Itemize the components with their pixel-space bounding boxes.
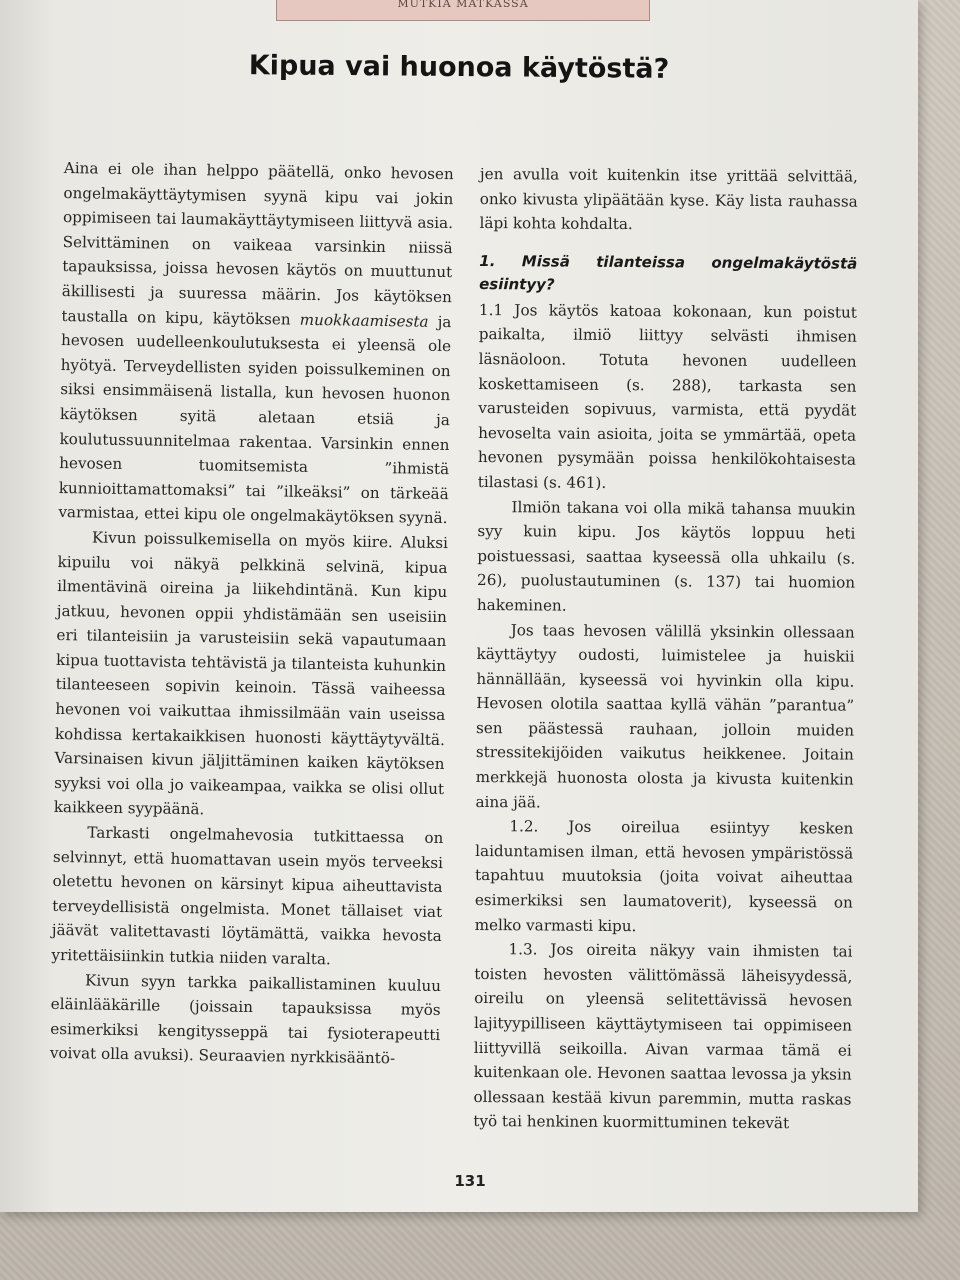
section-heading: 1. Missä tilanteissa ongelmakäytöstä esiintyy? — [479, 251, 858, 294]
left-paragraph-1 — [58, 156, 454, 531]
left-paragraph-3: Tarkasti ongelmahevosia tutkittaessa on selvinnyt, että huomattavan usein myös terveeksi oletettu hevonen on kärsinyt kipua aiheuttavista terveydellisistä ongelmista. Monet tällaiset viat jäävät valitettavasti löytämättä, vaikka hevosta yritettäisiinkin tutkia niiden varalta. — [51, 823, 444, 969]
right-paragraph-0: jen avulla voit kuitenkin itse yrittää selvittää, onko kivusta ylipäätään kyse. Käy lista rauhassa läpi kohta kohdalta. — [479, 164, 858, 234]
text-run: Aina ei ole ihan helppo päätellä, onko hevosen ongelmakäyttäytymisen syynä kipu vai jokin oppimiseen tai laumakäyttäytymiseen liittyvä asia. Selvittäminen on vaikeaa varsinkin niissä tapauksissa, joissa hevosen käytös on muuttunut äkillisesti ja suuressa määrin. Jos käytöksen taustalla on kipu, käytöksen — [61, 158, 454, 329]
left-column — [50, 156, 454, 1072]
right-paragraph-5: 1.3. Jos oireita näkyy vain ihmisten tai toisten hevosten välittömässä läheisyydessä, oireilu on yleensä selitettävissä hevosen lajityypilliseen käyttäytymiseen tai oppimiseen liittyvillä seikoilla. Aivan varmaa tämä ei kuitenkaan ole. Hevonen saattaa levossa ja yksin ollessaan kestää kivun paremmin, mutta raskas työ tai henkinen kuormittuminen tekevät — [473, 940, 853, 1133]
left-paragraph-2: Kivun poissulkemisella on myös kiire. Aluksi kipuilu voi näkyä pelkkinä selvinä, kipua ilmentävinä oireina ja liikehdintänä. Kun kipu jatkuu, hevonen oppii yhdistämään sen useisiin eri tilanteisiin ja varusteisiin sekä vapautumaan kipua tuottavista tehtävistä ja tilanteista kuhunkin tilanteeseen sopivin keinoin. Tässä vaiheessa hevonen voi vaikuttaa ihmissilmään vain useissa kohdissa kertakaikkisen huonosti käyttäytyvältä. Varsinaisen kivun jäljittäminen kaiken käytöksen syyksi voi olla jo vaikeampaa, vaikka se olisi ollut kaikkeen syypäänä. — [53, 528, 449, 819]
emphasis-text: muokkaamisesta — [299, 310, 429, 331]
right-paragraph-2: Ilmiön takana voi olla mikä tahansa muukin syy kuin kipu. Jos käytös loppuu heti poistuessasi, saattaa kyseessä olla uhkailu (s. 26), puolustautuminen (s. 137) tai huomion hakeminen. — [476, 497, 856, 615]
text-run: ja hevosen uudelleenkoulutuksesta ei yleensä ole hyötyä. Terveydellisten syiden poissulkeminen on siksi ensimmäisenä listalla, kun hevosen huonon käytöksen syitä aletaan etsiä ja koulutussuunnitelmaa rakentaa. Varsinkin ennen hevosen tuomitsemista ”ihmistä kunnioittamattomaksi” tai ”ilkeäksi” on tärkeää varmistaa, ettei kipu ole ongelmakäytöksen syynä. — [58, 312, 452, 528]
left-paragraph-4: Kivun syyn tarkka paikallistaminen kuuluu eläinlääkärille (joissain tapauksissa myös esimerkiksi kengitysseppä tai fysioterapeutti voivat olla avuksi). Seuraavien nyrkkisääntö- — [49, 971, 442, 1068]
section-header: MUTKIA MATKASSA — [276, 0, 650, 21]
right-paragraph-1: 1.1 Jos käytös katoaa kokonaan, kun poistut paikalta, ilmiö liittyy selvästi ihmisen läsnäoloon. Totuta hevonen uudelleen koskettamiseen (s. 288), tarkasta sen varusteiden sopivuus, varmista, että pyydät hevoselta vain asioita, joita se ymmärtää, opeta hevonen pysymään poissa henkilökohtaisesta tilastasi (s. 461). — [477, 300, 858, 492]
page-title: Kipua vai huonoa käytöstä? — [248, 50, 670, 85]
right-paragraph-3: Jos taas hevosen välillä yksinkin ollessaan käyttäytyy oudosti, luimistelee ja huiskii hännällään, kyseessä voi hyvinkin olla kipu. Hevosen olotila saattaa kyllä vähän ”parantua” sen päästessä rauhaan, jolloin muiden stressitekijöiden vaikutus heikkenee. Joitain merkkejä huonosta olosta ja kivusta kuitenkin aina jää. — [475, 620, 855, 812]
right-paragraph-4: 1.2. Jos oireilua esiintyy kesken laiduntamisen ilman, että hevosen ympäristössä tapahtuu muutoksia (joita voivat aiheuttaa esimerkiksi sen laumatoverit), kyseessä on melko varmasti kipu. — [474, 817, 854, 935]
page-number: 131 — [454, 1172, 486, 1190]
right-column — [473, 162, 858, 1137]
